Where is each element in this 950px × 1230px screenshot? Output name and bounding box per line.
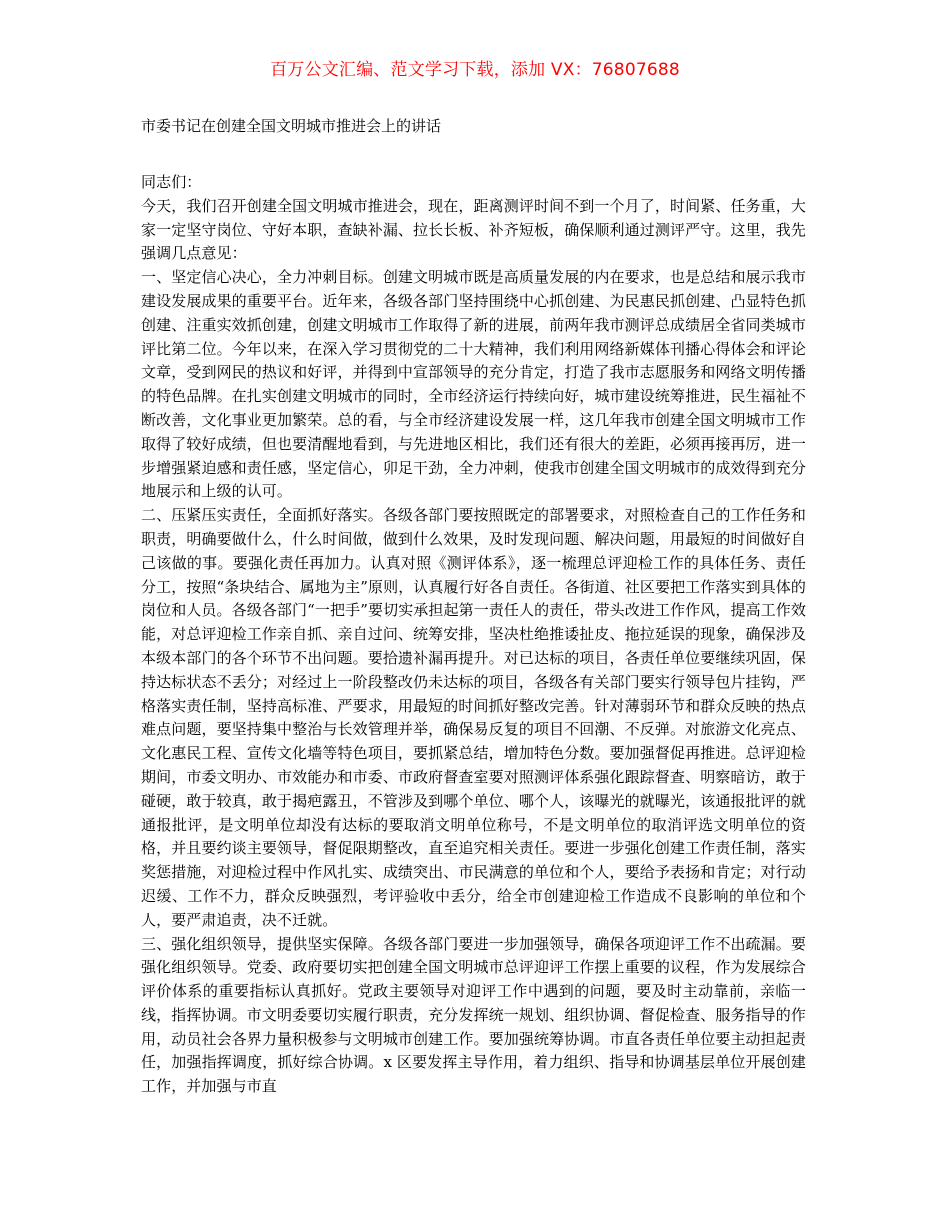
- salutation: 同志们：: [141, 173, 202, 191]
- paragraph-section-3: 三、强化组织领导，提供坚实保障。各级各部门要进一步加强领导，确保各项迎评工作不出疏漏。要强化组织领导。党委、政府要切实把创建全国文明城市总评迎评工作摆上重要的议程，作为发展综合评价体系的重要指标认真抓好。党政主要领导对迎评工作中遇到的问题，要及时主动靠前，亲临一线，指挥协调。市文明委要切实履行职责，充分发挥统一规划、组织协调、督促检查、服务指导的作用，动员社会各界力量积极参与文明城市创建工作。要加强统筹协调。市直各责任单位要主动担起责任，加强指挥调度，抓好综合协调。x 区要发挥主导作用，着力组织、指导和协调基层单位开展创建工作，并加强与市直: [141, 934, 806, 1096]
- paragraph-section-2: 二、压紧压实责任，全面抓好落实。各级各部门要按照既定的部署要求，对照检查自己的工作任务和职责，明确要做什么，什么时间做，做到什么效果，及时发现问题、解决问题，用最短的时间做好自己该做的事。要强化责任再加力。认真对照《测评体系》，逐一梳理总评迎检工作的具体任务、责任分工，按照“条块结合、属地为主”原则，认真履行好各自责任。各街道、社区要把工作落实到具体的岗位和人员。各级各部门“一把手”要切实承担起第一责任人的责任，带头改进工作作风，提高工作效能，对总评迎检工作亲自抓、亲自过问、统筹安排，坚决杜绝推诿扯皮、拖拉延误的现象，确保涉及本级本部门的各个环节不出问题。要拾遗补漏再提升。对已达标的项目，各责任单位要继续巩固，保持达标状态不丢分；对经过上一阶段整改仍未达标的项目，各级各有关部门要实行领导包片挂钩，严格落实责任制，坚持高标准、严要求，用最短的时间抓好整改完善。针对薄弱环节和群众反映的热点难点问题，要坚持集中整治与长效管理并举，确保易反复的项目不回潮、不反弹。对旅游文化亮点、文化惠民工程、宣传文化墙等特色项目，要抓紧总结，增加特色分数。要加强督促再推进。总评迎检期间，市委文明办、市效能办和市委、市政府督查室要对照测评体系强化跟踪督查、明察暗访，敢于碰硬，敢于较真，敢于揭疤露丑，不管涉及到哪个单位、哪个人，该曝光的就曝光，该通报批评的就通报批评，是文明单位却没有达标的要取消文明单位称号，不是文明单位的取消评选文明单位的资格，并且要约谈主要领导，督促限期整改，直至追究相关责任。要进一步强化创建工作责任制，落实奖惩措施，对迎检过程中作风扎实、成绩突出、市民满意的单位和个人，要给予表扬和肯定；对行动迟缓、工作不力，群众反映强烈，考评验收中丢分，给全市创建迎检工作造成不良影响的单位和个人，要严肃追责，决不迁就。: [141, 506, 806, 929]
- document-body: [141, 171, 806, 1099]
- paragraph-section-1: 一、坚定信心决心，全力冲刺目标。创建文明城市既是高质量发展的内在要求，也是总结和展示我市建设发展成果的重要平台。近年来，各级各部门坚持围绕中心抓创建、为民惠民抓创建、凸显特色抓创建、注重实效抓创建，创建文明城市工作取得了新的进展，前两年我市测评总成绩居全省同类城市评比第二位。今年以来，在深入学习贯彻党的二十大精神，我们利用网络新媒体刊播心得体会和评论文章，受到网民的热议和好评，并得到中宣部领导的充分肯定，打造了我市志愿服务和网络文明传播的特色品牌。在扎实创建文明城市的同时，全市经济运行持续向好，城市建设统筹推进，民生福祉不断改善，文化事业更加繁荣。总的看，与全市经济建设发展一样，这几年我市创建全国文明城市工作取得了较好成绩，但也要清醒地看到，与先进地区相比，我们还有很大的差距，必须再接再厉，进一步增强紧迫感和责任感，坚定信心，卯足干劲，全力冲刺，使我市创建全国文明城市的成效得到充分地展示和上级的认可。: [141, 268, 806, 501]
- paragraph-intro: 今天，我们召开创建全国文明城市推进会，现在，距离测评时间不到一个月了，时间紧、任务重，大家一定坚守岗位、守好本职，查缺补漏、拉长长板、补齐短板，确保顺利通过测评严守。这里，我先强调几点意见：: [141, 196, 806, 263]
- document-title: 市委书记在创建全国文明城市推进会上的讲话: [141, 117, 442, 135]
- watermark-banner: 百万公文汇编、范文学习下载，添加 VX：76807688: [270, 60, 680, 80]
